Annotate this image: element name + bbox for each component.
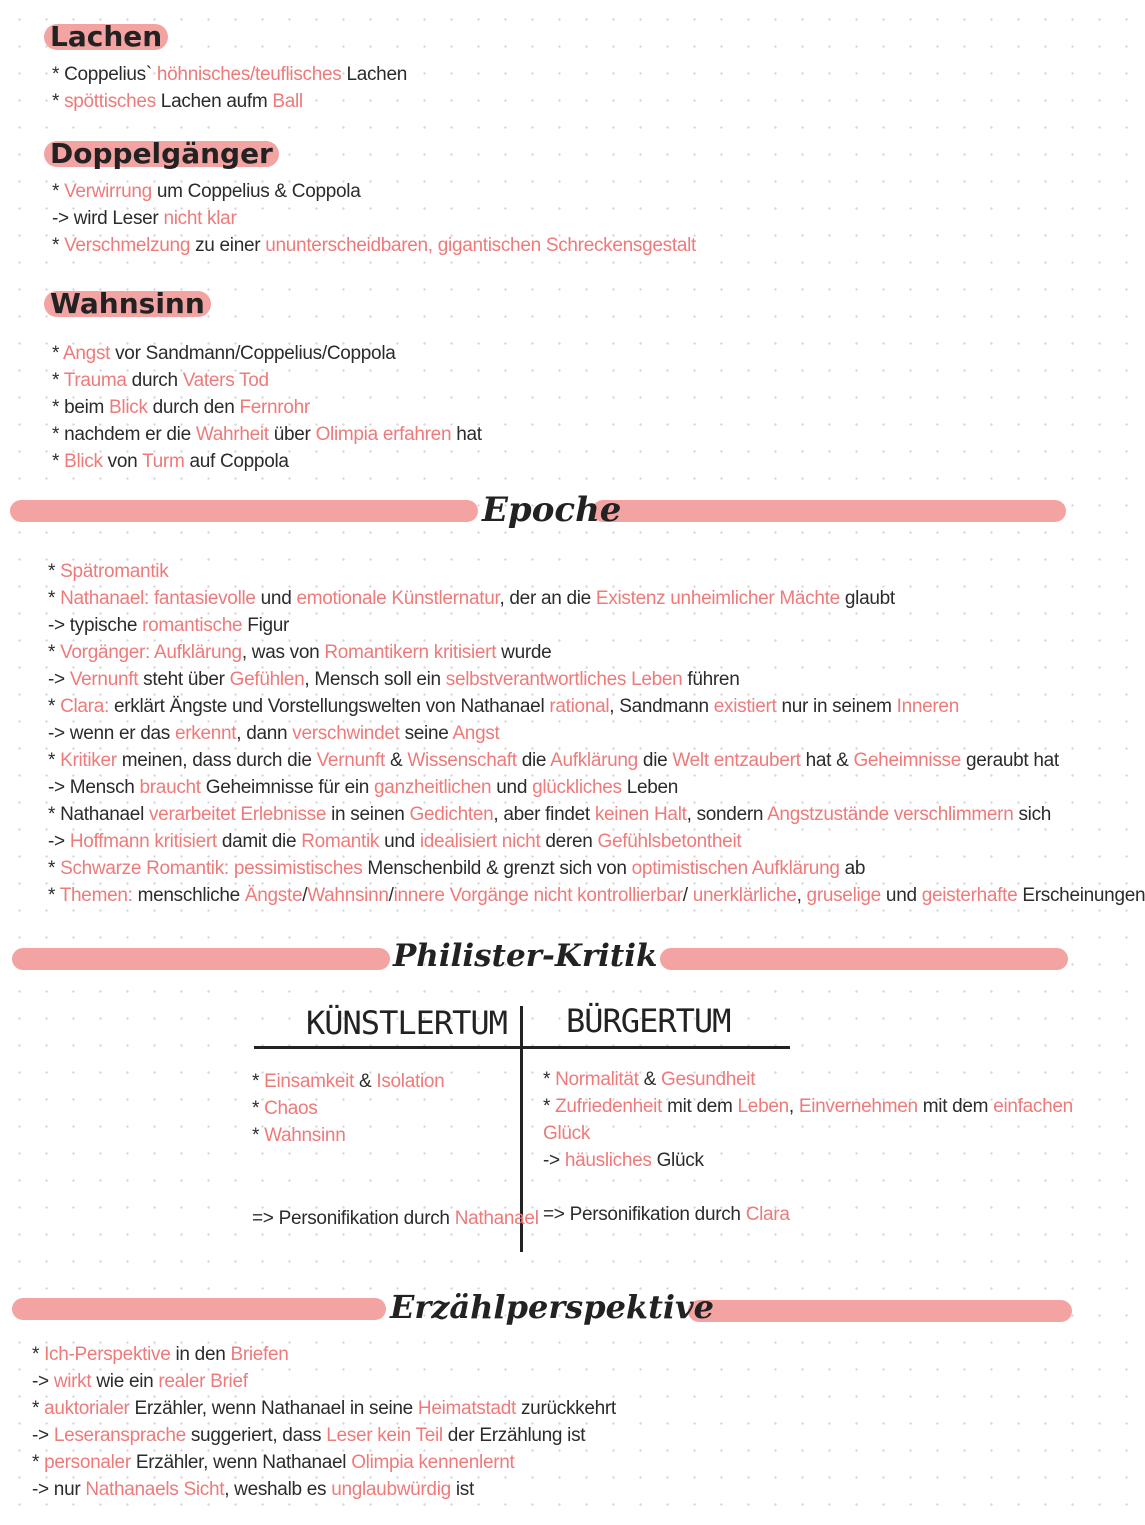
highlighted-text: Welt entzaubert bbox=[672, 750, 801, 771]
highlighted-text: ununterscheidbaren, gigantischen Schreckensgestalt bbox=[265, 235, 696, 256]
note-text: , was von bbox=[241, 642, 325, 663]
note-line bbox=[32, 1476, 474, 1503]
note-line bbox=[543, 1120, 590, 1147]
note-line bbox=[52, 394, 310, 421]
note-text: und bbox=[491, 777, 533, 798]
note-line bbox=[543, 1093, 1073, 1120]
highlighted-text: rational bbox=[549, 696, 610, 717]
column-head-kuenstlertum: KÜNSTLERTUM bbox=[306, 1004, 507, 1042]
note-text: * bbox=[52, 235, 65, 256]
note-text: Leben bbox=[621, 777, 679, 798]
divider-bar-left bbox=[12, 1298, 386, 1320]
divider-bar-right bbox=[660, 948, 1068, 970]
note-text: * bbox=[48, 696, 61, 717]
note-text: von bbox=[102, 451, 143, 472]
highlighted-text: Angst bbox=[63, 343, 111, 364]
highlighted-text: Vernunft bbox=[316, 750, 385, 771]
note-text: in seinen bbox=[326, 804, 410, 825]
highlighted-text: Nathanaels Sicht bbox=[85, 1479, 225, 1500]
highlighted-text: Verschmelzung bbox=[64, 235, 191, 256]
highlighted-text: Nathanael bbox=[454, 1208, 539, 1229]
highlighted-text: Blick bbox=[64, 451, 103, 472]
highlighted-text: Existenz unheimlicher Mächte bbox=[595, 588, 840, 609]
note-line bbox=[32, 1395, 616, 1422]
highlighted-text: häusliches bbox=[564, 1150, 652, 1171]
note-line bbox=[52, 421, 482, 448]
note-text: deren bbox=[540, 831, 598, 852]
note-text: * beim bbox=[52, 397, 110, 418]
highlighted-text: glückliches bbox=[532, 777, 622, 798]
note-text: * bbox=[52, 91, 65, 112]
note-text: , aber findet bbox=[493, 804, 595, 825]
highlighted-text: Heimatstadt bbox=[417, 1398, 516, 1419]
highlighted-text: Chaos bbox=[264, 1098, 318, 1119]
divider-bar-left bbox=[10, 500, 478, 522]
highlighted-text: Normalität bbox=[555, 1069, 639, 1090]
note-line bbox=[52, 61, 407, 88]
highlighted-text: geisterhafte bbox=[921, 885, 1018, 906]
highlighted-text: Gefühlsbetontheit bbox=[597, 831, 742, 852]
heading-doppelgaenger: Doppelgänger bbox=[44, 137, 279, 171]
highlighted-text: einfachen bbox=[993, 1096, 1073, 1117]
highlighted-text: Wahnsinn bbox=[307, 885, 389, 906]
note-text: und bbox=[880, 885, 922, 906]
highlighted-text: Wahrheit bbox=[195, 424, 269, 445]
highlighted-text: Hoffmann kritisiert bbox=[69, 831, 217, 852]
highlighted-text: wirkt bbox=[53, 1371, 92, 1392]
note-text: glaubt bbox=[839, 588, 895, 609]
note-text: / bbox=[302, 885, 308, 906]
highlighted-text: Vernunft bbox=[69, 669, 139, 690]
note-line bbox=[543, 1201, 790, 1228]
highlighted-text: Briefen bbox=[230, 1344, 289, 1365]
note-line bbox=[252, 1068, 444, 1095]
highlighted-text: Clara: bbox=[60, 696, 109, 717]
highlighted-text: Ball bbox=[272, 91, 303, 112]
note-text: -> Mensch bbox=[48, 777, 140, 798]
note-text: * bbox=[48, 750, 61, 771]
note-text: * bbox=[32, 1452, 45, 1473]
note-text: hat bbox=[451, 424, 482, 445]
section-title-philister: Philister-Kritik bbox=[393, 938, 658, 974]
highlighted-text: Glück bbox=[543, 1123, 591, 1144]
highlighted-text: Inneren bbox=[896, 696, 959, 717]
highlighted-text: Themen: bbox=[59, 885, 133, 906]
note-text: * bbox=[52, 451, 65, 472]
heading-lachen: Lachen bbox=[44, 20, 168, 54]
note-text: , Mensch soll ein bbox=[304, 669, 446, 690]
note-text: um Coppelius & Coppola bbox=[151, 181, 361, 202]
note-line bbox=[48, 612, 289, 639]
note-text: ist bbox=[450, 1479, 474, 1500]
note-line bbox=[52, 88, 303, 115]
note-line bbox=[48, 855, 865, 882]
note-line bbox=[52, 367, 269, 394]
highlighted-text: Fernrohr bbox=[239, 397, 310, 418]
note-text: , der an die bbox=[499, 588, 596, 609]
highlighted-text: Einsamkeit bbox=[264, 1071, 355, 1092]
divider-bar-right bbox=[592, 500, 1066, 522]
note-line bbox=[52, 448, 289, 475]
note-text: auf Coppola bbox=[184, 451, 289, 472]
note-text: durch bbox=[126, 370, 183, 391]
note-line bbox=[52, 340, 396, 367]
note-line bbox=[543, 1147, 704, 1174]
note-text: erklärt Ängste und Vorstellungswelten von Nathanael bbox=[108, 696, 550, 717]
note-line bbox=[32, 1449, 514, 1476]
note-text: und bbox=[379, 831, 420, 852]
highlighted-text: Angst bbox=[452, 723, 500, 744]
highlighted-text: Romantik bbox=[301, 831, 380, 852]
note-text: zu einer bbox=[190, 235, 266, 256]
note-text: & bbox=[354, 1071, 377, 1092]
highlighted-text: Olimpia kennenlernt bbox=[351, 1452, 515, 1473]
highlighted-text: Geheimnisse bbox=[853, 750, 962, 771]
note-text: * Coppelius` bbox=[52, 64, 157, 85]
highlighted-text: Olimpia erfahren bbox=[315, 424, 452, 445]
highlighted-text: Romantikern kritisiert bbox=[324, 642, 497, 663]
note-text: führen bbox=[682, 669, 740, 690]
note-text: hat & bbox=[800, 750, 854, 771]
note-line bbox=[32, 1341, 289, 1368]
note-text: -> wenn er das bbox=[48, 723, 175, 744]
note-text: suggeriert, dass bbox=[185, 1425, 327, 1446]
note-text: * bbox=[48, 858, 61, 879]
highlighted-text: verarbeitet Erlebnisse bbox=[148, 804, 327, 825]
note-text: der Erzählung ist bbox=[442, 1425, 586, 1446]
note-text: & bbox=[385, 750, 408, 771]
note-text: vor Sandmann/Coppelius/Coppola bbox=[110, 343, 396, 364]
highlighted-text: Ängste bbox=[244, 885, 303, 906]
note-text: damit die bbox=[216, 831, 302, 852]
note-text: -> typische bbox=[48, 615, 143, 636]
divider-bar-right bbox=[688, 1300, 1072, 1322]
divider-bar-left bbox=[12, 948, 390, 970]
highlighted-text: personaler bbox=[44, 1452, 131, 1473]
note-text: & bbox=[638, 1069, 661, 1090]
highlighted-text: Blick bbox=[109, 397, 148, 418]
note-text: * bbox=[48, 885, 60, 906]
highlighted-text: existiert bbox=[713, 696, 777, 717]
note-line bbox=[252, 1122, 345, 1149]
highlighted-text: unerklärliche bbox=[692, 885, 797, 906]
highlighted-text: gruselige bbox=[806, 885, 881, 906]
note-line bbox=[48, 693, 959, 720]
note-line bbox=[48, 720, 500, 747]
highlighted-text: Wahnsinn bbox=[264, 1125, 346, 1146]
highlighted-text: höhnisches/teuflisches bbox=[156, 64, 342, 85]
note-text: steht über bbox=[138, 669, 230, 690]
note-line bbox=[32, 1422, 585, 1449]
note-text: / bbox=[682, 885, 693, 906]
highlighted-text: Spätromantik bbox=[60, 561, 169, 582]
highlighted-text: Leben bbox=[737, 1096, 789, 1117]
note-text: Geheimnisse für ein bbox=[200, 777, 375, 798]
note-text: * bbox=[48, 561, 61, 582]
note-text: mit dem bbox=[917, 1096, 994, 1117]
note-line bbox=[543, 1066, 755, 1093]
note-text: -> wird Leser bbox=[52, 208, 164, 229]
note-line bbox=[52, 205, 236, 232]
note-text: * bbox=[52, 181, 65, 202]
note-text: * bbox=[52, 343, 64, 364]
highlighted-text: Nathanael: fantasievolle bbox=[60, 588, 256, 609]
highlighted-text: Vorgänger: Aufklärung bbox=[60, 642, 242, 663]
note-text: und bbox=[255, 588, 297, 609]
highlighted-text: romantische bbox=[142, 615, 243, 636]
highlighted-text: Leseransprache bbox=[53, 1425, 186, 1446]
highlighted-text: nicht klar bbox=[163, 208, 237, 229]
note-line bbox=[52, 232, 696, 259]
note-text: , Sandmann bbox=[609, 696, 714, 717]
highlighted-text: Vaters Tod bbox=[182, 370, 269, 391]
note-line bbox=[52, 178, 360, 205]
note-text: Erscheinungen bbox=[1017, 885, 1145, 906]
note-line bbox=[48, 639, 551, 666]
note-text: / bbox=[388, 885, 394, 906]
note-text: -> bbox=[32, 1425, 54, 1446]
highlighted-text: Clara bbox=[745, 1204, 790, 1225]
highlighted-text: erkennt bbox=[175, 723, 237, 744]
highlighted-text: Angstzustände verschlimmern bbox=[767, 804, 1014, 825]
highlighted-text: realer Brief bbox=[158, 1371, 248, 1392]
note-text: Glück bbox=[651, 1150, 704, 1171]
highlighted-text: optimistischen Aufklärung bbox=[631, 858, 840, 879]
note-text: die bbox=[637, 750, 673, 771]
note-text: Erzähler, wenn Nathanael in seine bbox=[129, 1398, 418, 1419]
note-text: * bbox=[252, 1098, 265, 1119]
note-text: * bbox=[252, 1125, 265, 1146]
note-text: * bbox=[543, 1096, 556, 1117]
highlighted-text: Schwarze Romantik: pessimistisches bbox=[60, 858, 363, 879]
highlighted-text: Aufklärung bbox=[550, 750, 638, 771]
note-text: * bbox=[48, 642, 61, 663]
highlighted-text: spöttisches bbox=[64, 91, 156, 112]
note-text: * bbox=[32, 1344, 45, 1365]
note-text: * nachdem er die bbox=[52, 424, 196, 445]
note-text: -> bbox=[48, 669, 70, 690]
note-line bbox=[48, 666, 739, 693]
highlighted-text: Turm bbox=[142, 451, 185, 472]
note-text: , bbox=[788, 1096, 799, 1117]
note-line bbox=[252, 1205, 539, 1232]
note-text: Menschenbild & grenzt sich von bbox=[362, 858, 632, 879]
highlighted-text: Isolation bbox=[376, 1071, 445, 1092]
note-line bbox=[48, 882, 1145, 909]
highlighted-text: verschwindet bbox=[292, 723, 400, 744]
note-text: * bbox=[52, 370, 64, 391]
note-text: über bbox=[268, 424, 316, 445]
highlighted-text: Ich-Perspektive bbox=[44, 1344, 171, 1365]
column-head-buergertum: BÜRGERTUM bbox=[566, 1002, 731, 1040]
note-line bbox=[48, 801, 1051, 828]
note-text: => Personifikation durch bbox=[252, 1208, 455, 1229]
note-line bbox=[48, 747, 1059, 774]
note-line bbox=[252, 1095, 318, 1122]
note-text: * bbox=[32, 1398, 45, 1419]
highlighted-text: unglaubwürdig bbox=[331, 1479, 451, 1500]
note-text: , sondern bbox=[686, 804, 768, 825]
note-text: zurückkehrt bbox=[516, 1398, 616, 1419]
note-text: -> bbox=[543, 1150, 565, 1171]
note-text: -> nur bbox=[32, 1479, 86, 1500]
note-text: Erzähler, wenn Nathanael bbox=[130, 1452, 352, 1473]
note-line bbox=[32, 1368, 248, 1395]
note-text: ab bbox=[839, 858, 866, 879]
note-text: mit dem bbox=[662, 1096, 738, 1117]
note-text: , dann bbox=[236, 723, 293, 744]
note-text: => Personifikation durch bbox=[543, 1204, 746, 1225]
section-title-epoche: Epoche bbox=[482, 490, 622, 530]
note-text: menschliche bbox=[132, 885, 245, 906]
highlighted-text: innere Vorgänge nicht kontrollierbar bbox=[393, 885, 683, 906]
note-text: Lachen aufm bbox=[155, 91, 273, 112]
note-text: * bbox=[252, 1071, 265, 1092]
note-line bbox=[48, 828, 741, 855]
highlighted-text: Einvernehmen bbox=[798, 1096, 918, 1117]
highlighted-text: keinen Halt bbox=[594, 804, 687, 825]
note-line bbox=[48, 774, 678, 801]
highlighted-text: Trauma bbox=[63, 370, 127, 391]
note-text: die bbox=[516, 750, 551, 771]
note-line bbox=[48, 585, 895, 612]
highlighted-text: ganzheitlichen bbox=[374, 777, 492, 798]
note-text: , weshalb es bbox=[224, 1479, 332, 1500]
note-line bbox=[48, 558, 168, 585]
note-text: wurde bbox=[496, 642, 552, 663]
note-text: * bbox=[543, 1069, 556, 1090]
note-text: wie ein bbox=[91, 1371, 159, 1392]
highlighted-text: emotionale Künstlernatur bbox=[296, 588, 500, 609]
note-text: Lachen bbox=[341, 64, 407, 85]
note-text: geraubt hat bbox=[961, 750, 1059, 771]
highlighted-text: Zufriedenheit bbox=[555, 1096, 663, 1117]
note-text: -> bbox=[32, 1371, 54, 1392]
section-title-erzaehlperspektive: Erzählperspektive bbox=[390, 1288, 714, 1326]
highlighted-text: Gedichten bbox=[409, 804, 494, 825]
highlighted-text: Gesundheit bbox=[661, 1069, 756, 1090]
note-text: meinen, dass durch die bbox=[116, 750, 317, 771]
highlighted-text: Kritiker bbox=[60, 750, 117, 771]
highlighted-text: auktorialer bbox=[44, 1398, 130, 1419]
note-text: , bbox=[796, 885, 807, 906]
highlighted-text: Leser kein Teil bbox=[326, 1425, 443, 1446]
note-text: * Nathanael bbox=[48, 804, 149, 825]
highlighted-text: braucht bbox=[139, 777, 201, 798]
heading-wahnsinn: Wahnsinn bbox=[44, 287, 211, 321]
note-text: nur in seinem bbox=[776, 696, 897, 717]
highlighted-text: Verwirrung bbox=[64, 181, 152, 202]
highlighted-text: Gefühlen bbox=[229, 669, 305, 690]
highlighted-text: selbstverantwortliches Leben bbox=[445, 669, 683, 690]
note-text: seine bbox=[399, 723, 453, 744]
note-text: durch den bbox=[147, 397, 240, 418]
highlighted-text: Wissenschaft bbox=[407, 750, 517, 771]
note-text: sich bbox=[1013, 804, 1052, 825]
highlighted-text: idealisiert nicht bbox=[419, 831, 541, 852]
note-text: * bbox=[48, 588, 61, 609]
note-text: Figur bbox=[242, 615, 290, 636]
note-text: -> bbox=[48, 831, 70, 852]
note-text: in den bbox=[170, 1344, 231, 1365]
